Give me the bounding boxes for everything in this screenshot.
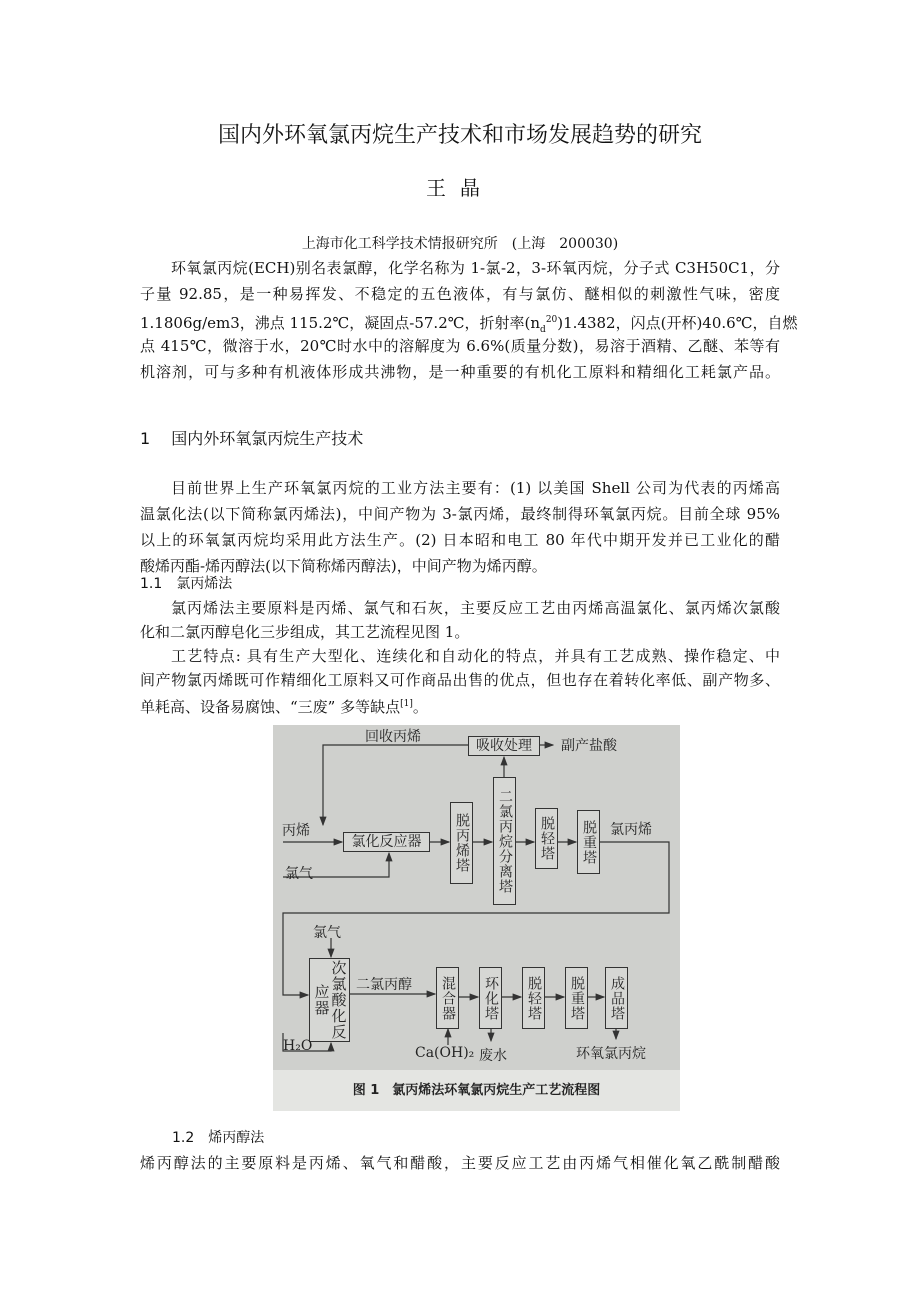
light-removal-box-1: 脱轻塔	[535, 808, 558, 869]
recycle-label: 回收丙烯	[365, 729, 421, 745]
text-line: 化和二氯丙醇皂化三步组成，其工艺流程见图 1。	[140, 623, 470, 641]
section-heading-1-2: 1.2 烯丙醇法	[172, 1130, 265, 1146]
text-line: 氯丙烯法主要原料是丙烯、氯气和石灰，主要反应工艺由丙烯高温氯化、氯丙烯次氯酸	[171, 599, 780, 617]
citation: [1]	[400, 699, 413, 709]
mixer-box: 混合器	[436, 967, 459, 1029]
chlorine-label-2: 氯气	[313, 925, 341, 941]
page-title: 国内外环氧氯丙烷生产技术和市场发展趋势的研究	[217, 123, 702, 148]
text-segment: 1.1806g/em3，沸点 115.2℃，凝固点-57.2℃，折射率(n	[140, 314, 541, 332]
dcp-separator-box: 二氯丙烷分离塔	[493, 777, 516, 905]
superscript: 20	[545, 315, 558, 325]
affiliation: 上海市化工科学技术情报研究所 (上海 200030)	[301, 236, 619, 252]
text-line: 环氧氯丙烷(ECH)别名表氯醇，化学名称为 1-氯-2，3-环氧丙烷，分子式 C3H50C1，分	[171, 259, 780, 277]
text-line: 间产物氯丙烯既可作精细化工原料又可作商品出售的优点，但也存在着转化率低、副产物多、	[140, 671, 780, 689]
process-flow-figure	[273, 725, 680, 1111]
dichloropropanol-label: 二氯丙醇	[356, 977, 412, 993]
text-line: 以上的环氧氯丙烷均采用此方法生产。(2) 日本昭和电工 80 年代中期开发并已工业化的醋	[140, 531, 780, 549]
heavy-removal-box-2: 脱重塔	[565, 967, 588, 1029]
product-tower-box: 成品塔	[605, 967, 628, 1029]
text-line: 酸烯丙酯-烯丙醇法(以下简称烯丙醇法)，中间产物为烯丙醇。	[140, 557, 547, 575]
text-line: 温氯化法(以下简称氯丙烯法)，中间产物为 3-氯丙烯，最终制得环氧氯丙烷。目前全球 95%	[140, 505, 780, 523]
chlorine-label: 氯气	[285, 866, 313, 882]
ech-label: 环氧氯丙烷	[576, 1046, 646, 1062]
text-line	[140, 307, 798, 335]
intro-paragraph	[140, 255, 798, 385]
heavy-removal-box-1: 脱重塔	[577, 810, 600, 874]
water-label: H₂O	[283, 1038, 313, 1054]
cyclization-box: 环化塔	[479, 967, 502, 1029]
text-line: 机溶剂，可与多种有机液体形成共沸物，是一种重要的有机化工原料和精细化工耗氯产品。	[140, 363, 780, 381]
text-line: 烯丙醇法的主要原料是丙烯、氧气和醋酸，主要反应工艺由丙烯气相催化氧乙酰制醋酸	[140, 1154, 780, 1172]
author: 王晶	[426, 176, 494, 200]
text-segment: 单耗高、设备易腐蚀、“三废” 多等缺点	[140, 698, 401, 716]
chlorination-reactor-box: 氯化反应器	[343, 832, 430, 852]
propylene-label: 丙烯	[282, 823, 310, 839]
subscript: d	[540, 325, 546, 335]
text-segment: 。	[412, 698, 428, 716]
text-line	[140, 692, 780, 716]
figure-caption: 图 1 氯丙烯法环氧氯丙烷生产工艺流程图	[273, 1070, 680, 1111]
text-line: 工艺特点: 具有生产大型化、连续化和自动化的特点，并具有工艺成熟、操作稳定、中	[171, 647, 780, 665]
text-line: 点 415℃，微溶于水，20℃时水中的溶解度为 6.6%(质量分数)，易溶于酒精、乙醚、苯等有	[140, 337, 780, 355]
allyl-chloride-label: 氯丙烯	[610, 822, 652, 838]
section11-paragraph	[140, 596, 780, 716]
absorb-box: 吸收处理	[468, 736, 540, 756]
section12-paragraph	[140, 1150, 780, 1176]
section-heading-1: 1 国内外环氧氯丙烷生产技术	[140, 429, 364, 448]
byproduct-label: 副产盐酸	[561, 738, 617, 754]
text-line: 子量 92.85，是一种易挥发、不稳定的五色液体，有与氯仿、醚相似的刺激性气味，密度	[140, 285, 780, 303]
text-line: 目前世界上生产环氧氯丙烷的工业方法主要有：(1) 以美国 Shell 公司为代表的丙烯高	[171, 479, 780, 497]
depropenizer-box: 脱丙烯塔	[450, 802, 473, 884]
text-segment: )1.4382，闪点(开杯)40.6℃，自燃	[557, 314, 798, 332]
hypochlorination-reactor-box: 次氯酸化反应器	[309, 958, 350, 1042]
section1-paragraph	[140, 475, 780, 579]
wastewater-label: 废水	[479, 1048, 507, 1064]
section-heading-1-1: 1.1 氯丙烯法	[140, 576, 233, 592]
caoh2-label: Ca(OH)₂	[415, 1045, 475, 1061]
recycle-line	[323, 745, 468, 825]
light-removal-box-2: 脱轻塔	[522, 967, 545, 1029]
